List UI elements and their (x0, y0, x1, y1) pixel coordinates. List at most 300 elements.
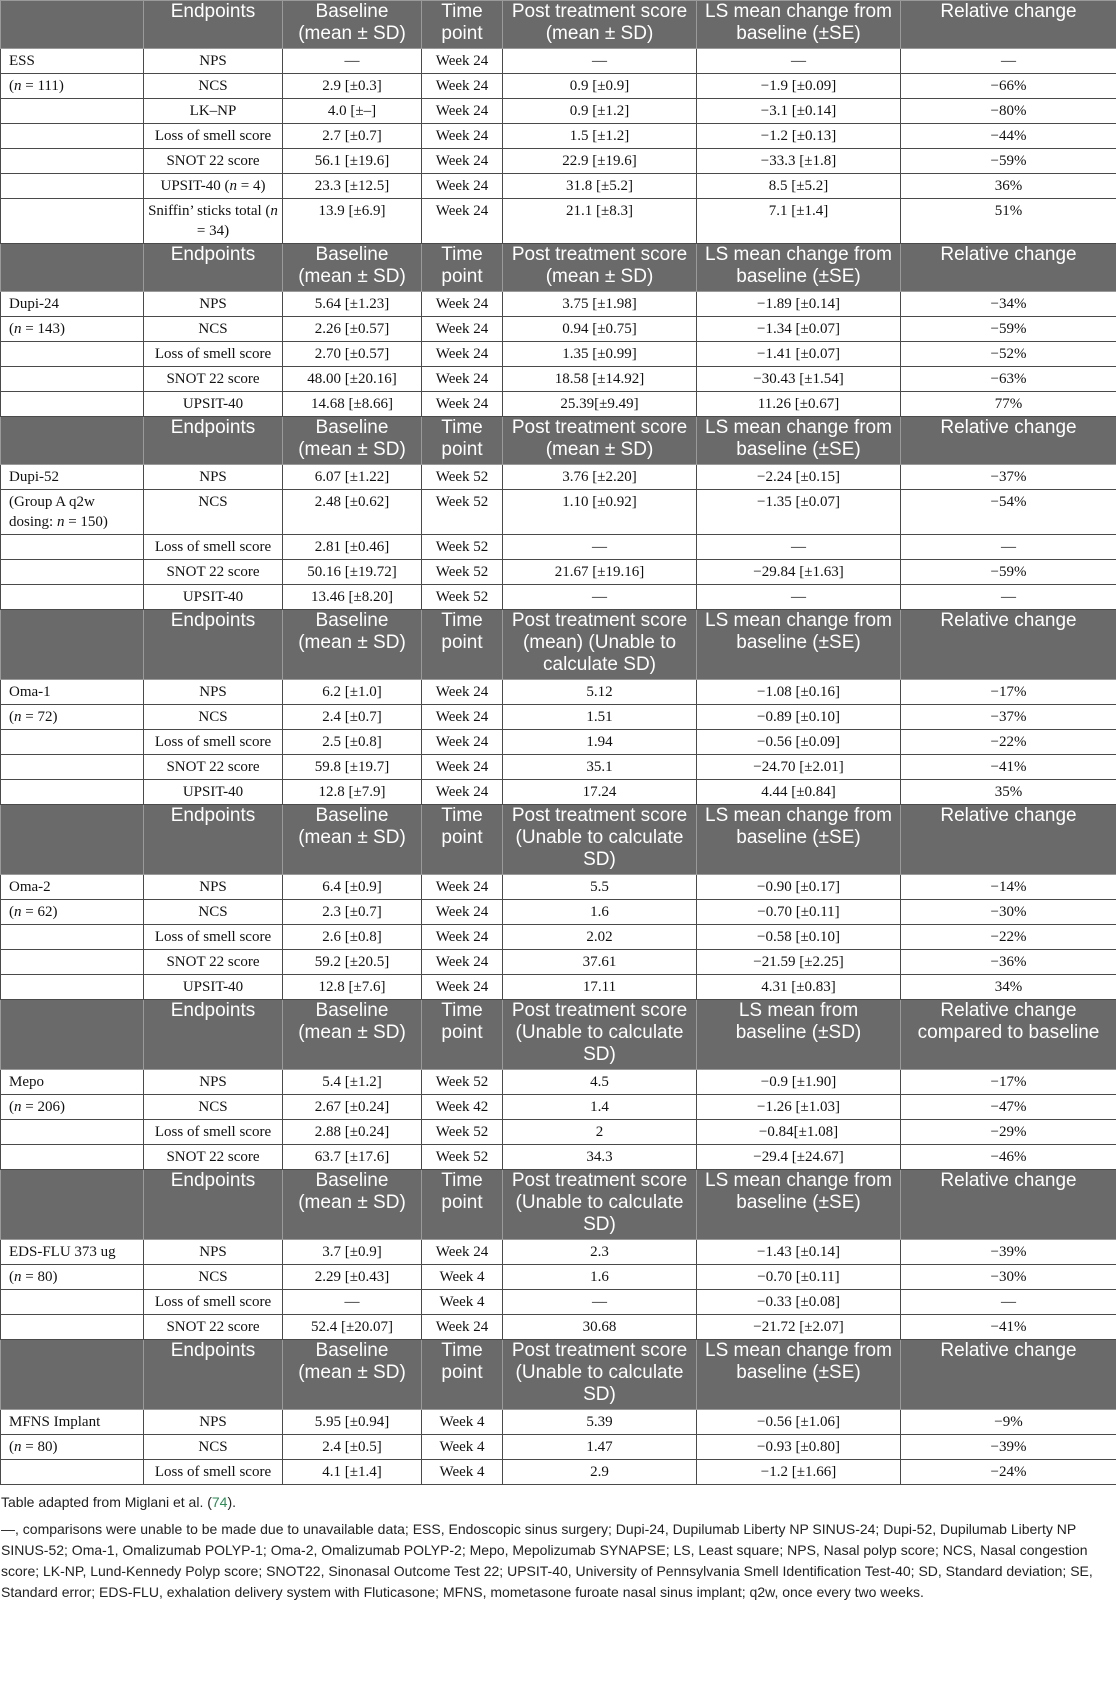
timepoint-cell: Week 24 (422, 149, 503, 174)
timepoint-cell: Week 4 (422, 1460, 503, 1485)
column-header: Post treatment score (mean ± SD) (503, 244, 697, 292)
ls-change-cell: 4.31 [±0.83] (697, 975, 901, 1000)
group-cell: (n = 111) (1, 74, 144, 99)
baseline-cell: 5.4 [±1.2] (283, 1070, 422, 1095)
ls-change-cell: −0.84[±1.08] (697, 1120, 901, 1145)
timepoint-cell: Week 24 (422, 392, 503, 417)
timepoint-cell: Week 24 (422, 925, 503, 950)
ls-change-cell: −29.4 [±24.67] (697, 1145, 901, 1170)
relative-change-cell: −39% (901, 1240, 1116, 1265)
post-score-cell: 2.3 (503, 1240, 697, 1265)
endpoint-cell: Loss of smell score (144, 535, 283, 560)
timepoint-cell: Week 24 (422, 1240, 503, 1265)
timepoint-cell: Week 24 (422, 74, 503, 99)
column-header: Time point (422, 1340, 503, 1410)
column-header (1, 805, 144, 875)
post-score-cell: 3.76 [±2.20] (503, 465, 697, 490)
endpoint-cell: Loss of smell score (144, 124, 283, 149)
post-score-cell: 25.39[±9.49] (503, 392, 697, 417)
endpoint-cell: Sniffin’ sticks total (n = 34) (144, 199, 283, 244)
ls-change-cell: 7.1 [±1.4] (697, 199, 901, 244)
baseline-cell: 6.2 [±1.0] (283, 680, 422, 705)
table-row (1, 199, 1116, 244)
header-row (1, 610, 1116, 680)
ls-change-cell: −1.2 [±0.13] (697, 124, 901, 149)
table-row (1, 465, 1116, 490)
group-cell (1, 174, 144, 199)
timepoint-cell: Week 24 (422, 99, 503, 124)
table-row (1, 1435, 1116, 1460)
relative-change-cell: −39% (901, 1435, 1116, 1460)
timepoint-cell: Week 24 (422, 730, 503, 755)
baseline-cell: — (283, 49, 422, 74)
post-score-cell: 0.94 [±0.75] (503, 317, 697, 342)
post-score-cell: 1.10 [±0.92] (503, 490, 697, 535)
column-header: Baseline (mean ± SD) (283, 1340, 422, 1410)
column-header: Endpoints (144, 1000, 283, 1070)
baseline-cell: 2.48 [±0.62] (283, 490, 422, 535)
column-header: Endpoints (144, 1340, 283, 1410)
column-header: Baseline (mean ± SD) (283, 1000, 422, 1070)
ls-change-cell: −1.34 [±0.07] (697, 317, 901, 342)
group-cell (1, 392, 144, 417)
timepoint-cell: Week 24 (422, 49, 503, 74)
table-row (1, 875, 1116, 900)
post-score-cell: 2.02 (503, 925, 697, 950)
relative-change-cell: 35% (901, 780, 1116, 805)
endpoint-cell: SNOT 22 score (144, 367, 283, 392)
timepoint-cell: Week 42 (422, 1095, 503, 1120)
ls-change-cell: −0.70 [±0.11] (697, 1265, 901, 1290)
post-score-cell: 21.1 [±8.3] (503, 199, 697, 244)
post-score-cell: 2.9 (503, 1460, 697, 1485)
relative-change-cell: −59% (901, 149, 1116, 174)
header-row (1, 1340, 1116, 1410)
column-header: Relative change (901, 1, 1116, 49)
table-row (1, 1070, 1116, 1095)
column-header: Time point (422, 610, 503, 680)
endpoint-cell: Loss of smell score (144, 1290, 283, 1315)
table-row (1, 560, 1116, 585)
relative-change-cell: −59% (901, 317, 1116, 342)
baseline-cell: 23.3 [±12.5] (283, 174, 422, 199)
table-row (1, 925, 1116, 950)
timepoint-cell: Week 24 (422, 780, 503, 805)
ls-change-cell: −30.43 [±1.54] (697, 367, 901, 392)
header-row (1, 1170, 1116, 1240)
timepoint-cell: Week 24 (422, 975, 503, 1000)
baseline-cell: 2.4 [±0.7] (283, 705, 422, 730)
timepoint-cell: Week 52 (422, 535, 503, 560)
ls-change-cell: −1.43 [±0.14] (697, 1240, 901, 1265)
group-cell (1, 585, 144, 610)
column-header: Time point (422, 244, 503, 292)
timepoint-cell: Week 24 (422, 367, 503, 392)
baseline-cell: 2.70 [±0.57] (283, 342, 422, 367)
post-score-cell: — (503, 49, 697, 74)
ls-change-cell: −0.93 [±0.80] (697, 1435, 901, 1460)
baseline-cell: 2.88 [±0.24] (283, 1120, 422, 1145)
endpoint-cell: NPS (144, 1240, 283, 1265)
baseline-cell: 2.81 [±0.46] (283, 535, 422, 560)
group-cell: ESS (1, 49, 144, 74)
table-row (1, 780, 1116, 805)
column-header: LS mean change from baseline (±SE) (697, 1, 901, 49)
baseline-cell: 5.95 [±0.94] (283, 1410, 422, 1435)
baseline-cell: 2.4 [±0.5] (283, 1435, 422, 1460)
group-cell (1, 780, 144, 805)
ls-change-cell: — (697, 49, 901, 74)
table-footnote (0, 1492, 1116, 1603)
relative-change-cell: — (901, 49, 1116, 74)
table-row (1, 1315, 1116, 1340)
group-cell (1, 925, 144, 950)
ls-change-cell: −1.26 [±1.03] (697, 1095, 901, 1120)
column-header: Endpoints (144, 244, 283, 292)
endpoint-cell: LK–NP (144, 99, 283, 124)
endpoint-cell: NCS (144, 1435, 283, 1460)
timepoint-cell: Week 4 (422, 1410, 503, 1435)
baseline-cell: 6.4 [±0.9] (283, 875, 422, 900)
table-row (1, 1145, 1116, 1170)
relative-change-cell: 34% (901, 975, 1116, 1000)
group-cell (1, 975, 144, 1000)
relative-change-cell: 36% (901, 174, 1116, 199)
relative-change-cell: −30% (901, 1265, 1116, 1290)
column-header: Relative change (901, 610, 1116, 680)
source-note (1, 1492, 1116, 1513)
ls-change-cell: −0.56 [±0.09] (697, 730, 901, 755)
baseline-cell: 3.7 [±0.9] (283, 1240, 422, 1265)
header-row (1, 1000, 1116, 1070)
post-score-cell: 17.24 (503, 780, 697, 805)
post-score-cell: 3.75 [±1.98] (503, 292, 697, 317)
baseline-cell: 59.8 [±19.7] (283, 755, 422, 780)
relative-change-cell: −9% (901, 1410, 1116, 1435)
header-row (1, 417, 1116, 465)
column-header (1, 417, 144, 465)
timepoint-cell: Week 52 (422, 1120, 503, 1145)
relative-change-cell: −17% (901, 1070, 1116, 1095)
post-score-cell: 30.68 (503, 1315, 697, 1340)
post-score-cell: 0.9 [±1.2] (503, 99, 697, 124)
post-score-cell: — (503, 1290, 697, 1315)
post-score-cell: 5.5 (503, 875, 697, 900)
post-score-cell: 2 (503, 1120, 697, 1145)
column-header (1, 244, 144, 292)
table-row (1, 124, 1116, 149)
post-score-cell: 17.11 (503, 975, 697, 1000)
endpoint-cell: Loss of smell score (144, 730, 283, 755)
group-cell: Dupi-52 (1, 465, 144, 490)
baseline-cell: 2.6 [±0.8] (283, 925, 422, 950)
table-row (1, 1095, 1116, 1120)
timepoint-cell: Week 24 (422, 680, 503, 705)
relative-change-cell: −52% (901, 342, 1116, 367)
column-header (1, 1, 144, 49)
baseline-cell: 13.46 [±8.20] (283, 585, 422, 610)
relative-change-cell: — (901, 535, 1116, 560)
table-row (1, 392, 1116, 417)
ls-change-cell: −24.70 [±2.01] (697, 755, 901, 780)
post-score-cell: 1.4 (503, 1095, 697, 1120)
column-header: Endpoints (144, 805, 283, 875)
column-header: LS mean change from baseline (±SE) (697, 417, 901, 465)
baseline-cell: 4.1 [±1.4] (283, 1460, 422, 1485)
group-cell (1, 560, 144, 585)
column-header: Post treatment score (Unable to calculate SD) (503, 805, 697, 875)
endpoint-cell: Loss of smell score (144, 342, 283, 367)
baseline-cell: 63.7 [±17.6] (283, 1145, 422, 1170)
group-cell: (n = 80) (1, 1265, 144, 1290)
relative-change-cell: −34% (901, 292, 1116, 317)
baseline-cell: 6.07 [±1.22] (283, 465, 422, 490)
post-score-cell: 5.12 (503, 680, 697, 705)
column-header: LS mean change from baseline (±SE) (697, 1340, 901, 1410)
group-cell: Oma-1 (1, 680, 144, 705)
post-score-cell: 5.39 (503, 1410, 697, 1435)
column-header: Relative change (901, 417, 1116, 465)
column-header: Relative change (901, 1340, 1116, 1410)
timepoint-cell: Week 24 (422, 199, 503, 244)
post-score-cell: 1.47 (503, 1435, 697, 1460)
table-row (1, 1265, 1116, 1290)
relative-change-cell: −22% (901, 730, 1116, 755)
ls-change-cell: −0.58 [±0.10] (697, 925, 901, 950)
endpoint-cell: UPSIT-40 (n = 4) (144, 174, 283, 199)
timepoint-cell: Week 24 (422, 1315, 503, 1340)
ls-change-cell: — (697, 535, 901, 560)
ls-change-cell: 4.44 [±0.84] (697, 780, 901, 805)
column-header: Endpoints (144, 610, 283, 680)
ls-change-cell: −21.72 [±2.07] (697, 1315, 901, 1340)
baseline-cell: 2.3 [±0.7] (283, 900, 422, 925)
timepoint-cell: Week 24 (422, 124, 503, 149)
column-header: Relative change (901, 1170, 1116, 1240)
column-header (1, 1340, 144, 1410)
column-header: Time point (422, 417, 503, 465)
baseline-cell: 50.16 [±19.72] (283, 560, 422, 585)
post-score-cell: 1.5 [±1.2] (503, 124, 697, 149)
group-cell (1, 99, 144, 124)
timepoint-cell: Week 24 (422, 875, 503, 900)
table-row (1, 1410, 1116, 1435)
table-row (1, 317, 1116, 342)
column-header: Post treatment score (mean ± SD) (503, 1, 697, 49)
post-score-cell: 1.51 (503, 705, 697, 730)
group-cell (1, 342, 144, 367)
column-header: Baseline (mean ± SD) (283, 417, 422, 465)
ls-change-cell: −1.41 [±0.07] (697, 342, 901, 367)
baseline-cell: 14.68 [±8.66] (283, 392, 422, 417)
relative-change-cell: −37% (901, 465, 1116, 490)
baseline-cell: 12.8 [±7.6] (283, 975, 422, 1000)
table-row (1, 975, 1116, 1000)
column-header: LS mean change from baseline (±SE) (697, 244, 901, 292)
group-cell (1, 199, 144, 244)
post-score-cell: 34.3 (503, 1145, 697, 1170)
relative-change-cell: −24% (901, 1460, 1116, 1485)
ls-change-cell: −0.33 [±0.08] (697, 1290, 901, 1315)
endpoint-cell: NPS (144, 1070, 283, 1095)
table-row (1, 585, 1116, 610)
timepoint-cell: Week 52 (422, 560, 503, 585)
table-row (1, 342, 1116, 367)
group-cell (1, 1315, 144, 1340)
source-prefix: Table adapted from Miglani et al. ( (1, 1494, 212, 1510)
table-row (1, 705, 1116, 730)
post-score-cell: 1.6 (503, 1265, 697, 1290)
endpoint-cell: Loss of smell score (144, 925, 283, 950)
post-score-cell: 1.35 [±0.99] (503, 342, 697, 367)
group-cell: (n = 72) (1, 705, 144, 730)
endpoint-cell: Loss of smell score (144, 1120, 283, 1145)
timepoint-cell: Week 24 (422, 317, 503, 342)
column-header: Time point (422, 1000, 503, 1070)
header-row (1, 805, 1116, 875)
source-suffix: ). (227, 1494, 237, 1510)
header-row (1, 1, 1116, 49)
post-score-cell: 22.9 [±19.6] (503, 149, 697, 174)
table-row (1, 730, 1116, 755)
timepoint-cell: Week 24 (422, 705, 503, 730)
ls-change-cell: −1.9 [±0.09] (697, 74, 901, 99)
relative-change-cell: −41% (901, 755, 1116, 780)
ls-change-cell: −1.2 [±1.66] (697, 1460, 901, 1485)
table-row (1, 292, 1116, 317)
baseline-cell: 2.7 [±0.7] (283, 124, 422, 149)
endpoint-cell: SNOT 22 score (144, 950, 283, 975)
table-row (1, 900, 1116, 925)
timepoint-cell: Week 4 (422, 1290, 503, 1315)
column-header (1, 610, 144, 680)
column-header: Relative change (901, 805, 1116, 875)
group-cell (1, 950, 144, 975)
group-cell: (Group A q2w dosing: n = 150) (1, 490, 144, 535)
baseline-cell: 5.64 [±1.23] (283, 292, 422, 317)
group-cell: Dupi-24 (1, 292, 144, 317)
group-cell (1, 755, 144, 780)
relative-change-cell: −14% (901, 875, 1116, 900)
timepoint-cell: Week 24 (422, 174, 503, 199)
timepoint-cell: Week 4 (422, 1265, 503, 1290)
ls-change-cell: −3.1 [±0.14] (697, 99, 901, 124)
table-row (1, 49, 1116, 74)
endpoint-cell: NPS (144, 49, 283, 74)
column-header: Endpoints (144, 1170, 283, 1240)
relative-change-cell: −80% (901, 99, 1116, 124)
group-cell: (n = 62) (1, 900, 144, 925)
table-row (1, 1240, 1116, 1265)
table-row (1, 174, 1116, 199)
ls-change-cell: −1.08 [±0.16] (697, 680, 901, 705)
relative-change-cell: 51% (901, 199, 1116, 244)
baseline-cell: 2.67 [±0.24] (283, 1095, 422, 1120)
endpoint-cell: NCS (144, 705, 283, 730)
timepoint-cell: Week 52 (422, 585, 503, 610)
relative-change-cell: −36% (901, 950, 1116, 975)
column-header: Post treatment score (Unable to calculate SD) (503, 1000, 697, 1070)
table-row (1, 535, 1116, 560)
table-row (1, 950, 1116, 975)
relative-change-cell: −54% (901, 490, 1116, 535)
group-cell: (n = 80) (1, 1435, 144, 1460)
relative-change-cell: −66% (901, 74, 1116, 99)
group-cell (1, 367, 144, 392)
column-header: Baseline (mean ± SD) (283, 805, 422, 875)
endpoint-cell: SNOT 22 score (144, 1315, 283, 1340)
baseline-cell: 52.4 [±20.07] (283, 1315, 422, 1340)
column-header: Post treatment score (mean ± SD) (503, 417, 697, 465)
column-header: LS mean from baseline (±SD) (697, 1000, 901, 1070)
endpoint-cell: NPS (144, 1410, 283, 1435)
post-score-cell: 1.94 (503, 730, 697, 755)
endpoint-cell: Loss of smell score (144, 1460, 283, 1485)
endpoint-cell: SNOT 22 score (144, 149, 283, 174)
ls-change-cell: 11.26 [±0.67] (697, 392, 901, 417)
table-body (1, 1, 1116, 1485)
endpoint-cell: UPSIT-40 (144, 585, 283, 610)
table-row (1, 1460, 1116, 1485)
table-row (1, 149, 1116, 174)
column-header: Post treatment score (mean) (Unable to calculate SD) (503, 610, 697, 680)
relative-change-cell: −17% (901, 680, 1116, 705)
ls-change-cell: −0.89 [±0.10] (697, 705, 901, 730)
relative-change-cell: — (901, 1290, 1116, 1315)
post-score-cell: 35.1 (503, 755, 697, 780)
citation-link[interactable]: 74 (211, 1494, 228, 1510)
baseline-cell: 13.9 [±6.9] (283, 199, 422, 244)
column-header: Time point (422, 1170, 503, 1240)
endpoint-cell: NCS (144, 1095, 283, 1120)
column-header: Baseline (mean ± SD) (283, 1, 422, 49)
post-score-cell: 4.5 (503, 1070, 697, 1095)
timepoint-cell: Week 52 (422, 1070, 503, 1095)
column-header: Baseline (mean ± SD) (283, 244, 422, 292)
relative-change-cell: −41% (901, 1315, 1116, 1340)
group-cell: (n = 143) (1, 317, 144, 342)
post-score-cell: — (503, 535, 697, 560)
ls-change-cell: −0.56 [±1.06] (697, 1410, 901, 1435)
timepoint-cell: Week 52 (422, 465, 503, 490)
relative-change-cell: −29% (901, 1120, 1116, 1145)
ls-change-cell: — (697, 585, 901, 610)
column-header: Endpoints (144, 417, 283, 465)
endpoint-cell: NCS (144, 900, 283, 925)
relative-change-cell: −44% (901, 124, 1116, 149)
table-row (1, 1290, 1116, 1315)
ls-change-cell: −2.24 [±0.15] (697, 465, 901, 490)
column-header: Post treatment score (Unable to calculate SD) (503, 1170, 697, 1240)
table-row (1, 99, 1116, 124)
endpoint-cell: NCS (144, 74, 283, 99)
ls-change-cell: −0.70 [±0.11] (697, 900, 901, 925)
column-header: Relative change (901, 244, 1116, 292)
timepoint-cell: Week 24 (422, 755, 503, 780)
endpoint-cell: NPS (144, 680, 283, 705)
baseline-cell: 56.1 [±19.6] (283, 149, 422, 174)
relative-change-cell: −59% (901, 560, 1116, 585)
relative-change-cell: −47% (901, 1095, 1116, 1120)
column-header: Endpoints (144, 1, 283, 49)
ls-change-cell: 8.5 [±5.2] (697, 174, 901, 199)
abbreviations-note: —, comparisons were unable to be made due to unavailable data; ESS, Endoscopic sinus surgery; Dupi-24, Dupilumab Liberty NP SINUS-24; Dupi-52, Dupilumab Liberty NP SINUS-52; Oma-1, Omalizumab POLYP-1; Oma-2, Omalizumab POLYP-2; Mepo, Mepolizumab SYNAPSE; LS, Least square; NPS, Nasal polyp score; NCS, Nasal congestion score; LK-NP, Lund-Kennedy Polyp score; SNOT22, Sinonasal Outcome Test 22; UPSIT-40, University of Pennsylvania Smell Identification Test-40; SD, Standard deviation; SE, Standard error; EDS-FLU, exhalation delivery system with Fluticasone; MFNS, mometasone furoate nasal sinus implant; q2w, once every two weeks. (1, 1521, 1093, 1600)
table-row (1, 74, 1116, 99)
group-cell (1, 730, 144, 755)
table-row (1, 755, 1116, 780)
timepoint-cell: Week 24 (422, 950, 503, 975)
column-header: Post treatment score (Unable to calculate SD) (503, 1340, 697, 1410)
